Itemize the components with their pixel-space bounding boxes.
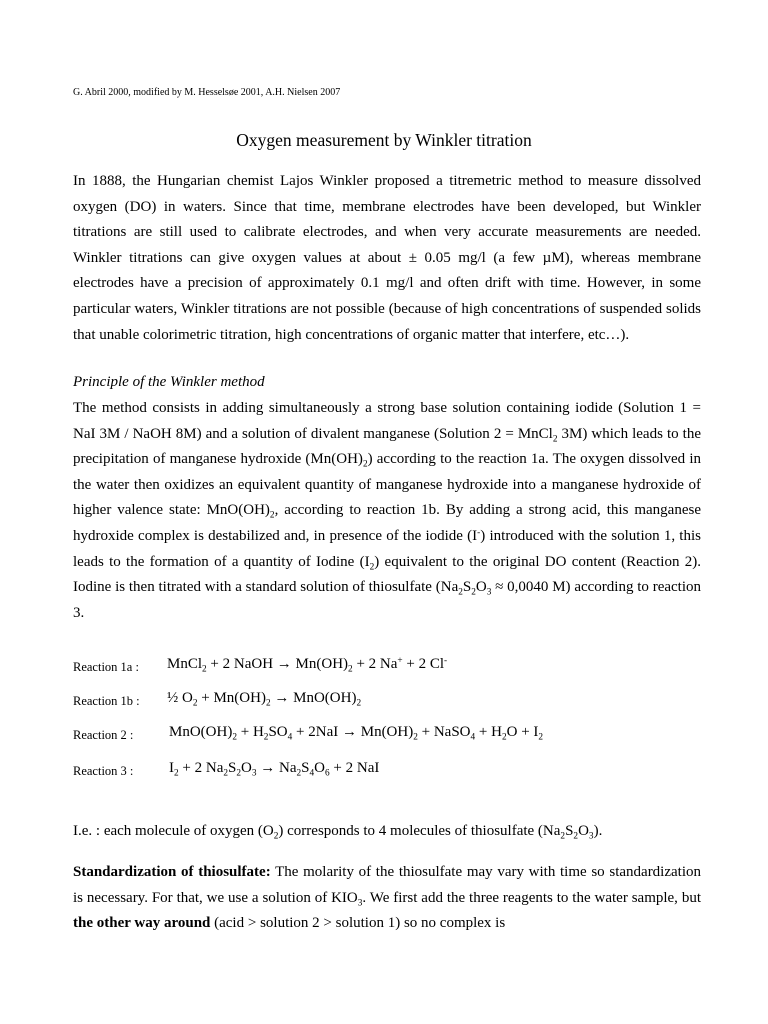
reaction-3 <box>73 760 713 780</box>
reaction-2 <box>73 724 713 744</box>
reaction-label: Reaction 3 : <box>73 764 134 778</box>
author-credit: G. Abril 2000, modified by M. Hesselsøe 2001, A.H. Nielsen 2007 <box>73 87 341 98</box>
page-title: Oxygen measurement by Winkler titration <box>236 130 532 150</box>
ie-note: I.e. : each molecule of oxygen $(O_2)$ corresponds to 4 molecules of thiosulfate $(Na_2S_2O_3)$. <box>73 823 603 842</box>
standardization-paragraph: Standardization of thiosulfate: The molarity of the thiosulfate may vary with time so standardization is necessary. For that, we use a solution of $KIO_3$. We first add the three reagents to the water sample, but the other way around (acid > solution 2 > solution 1) so no complex is <box>73 864 702 932</box>
reaction-equation: $MnO(OH)_2 + H_2SO_4 + 2NaI \to Mn(OH)_2$ + NaSO$_4$ + $H_2O + I_2$ <box>169 724 544 743</box>
section-heading-principle: Principle of the Winkler method <box>73 374 265 390</box>
reaction-1a <box>73 656 713 676</box>
reaction-label: Reaction 1a : <box>73 660 139 674</box>
reaction-equation: MnCl$_2$ + 2 NaOH → $Mn(OH)_2 + 2$ Na+ + 2 Cl- <box>167 655 448 675</box>
reaction-label: Reaction 2 : <box>73 728 134 742</box>
intro-paragraph: In 1888, the Hungarian chemist Lajos Winkler proposed a titremetric method to measure dissolved oxygen (DO) in waters. Since that time, membrane electrodes have been developed, but Winkler titrations are still used to calibrate electrodes, and when very accurate measurements are needed. Winkler titrations can give oxygen values at about ± 0.05 mg/l (a few µM), whereas membrane electrodes have a precision of approximately 0.1 mg/l and often drift with time. However, in some particular waters, Winkler titrations are not possible (because of high concentrations of suspended solids that unable colorimetric titration, high concentrations of organic matter that interfere, etc…). <box>73 173 701 343</box>
reaction-1b <box>73 690 713 710</box>
principle-paragraph: The method consists in adding simultaneously a strong base solution containing iodide (Solution 1 = NaI 3M / NaOH 8M) and a solution of divalent manganese (Solution 2 = MnCl$_2$ 3M) which leads to the precipitation of manganese hydroxide $(Mn(OH)_2)$ according to the reaction 1a. The oxygen dissolved in the water then oxidizes an equivalent quantity of manganese hydroxide into a manganese hydroxide of higher valence state: $MnO(OH)_2$, according to reaction 1b. By adding a strong acid, this manganese hydroxide complex is destabilized and, in presence of the iodide (I-) introduced with the solution 1, this leads to the formation of a quantity of Iodine $(I_2)$ equivalent to the original DO content (Reaction 2). Iodine is then titrated with a standard solution of thiosulfate ($Na_2S_2O_3 \approx 0,0040$ M) according to reaction 3. <box>73 400 701 621</box>
reaction-label: Reaction 1b : <box>73 694 140 708</box>
reaction-equation: $I_2 + 2$ $Na_2S_2O_3 \to Na_2S_4O_6 + 2$ NaI <box>169 760 380 779</box>
reaction-equation: ½ $O_2 + Mn(OH)_2 \to MnO(OH)_2$ <box>167 690 362 709</box>
